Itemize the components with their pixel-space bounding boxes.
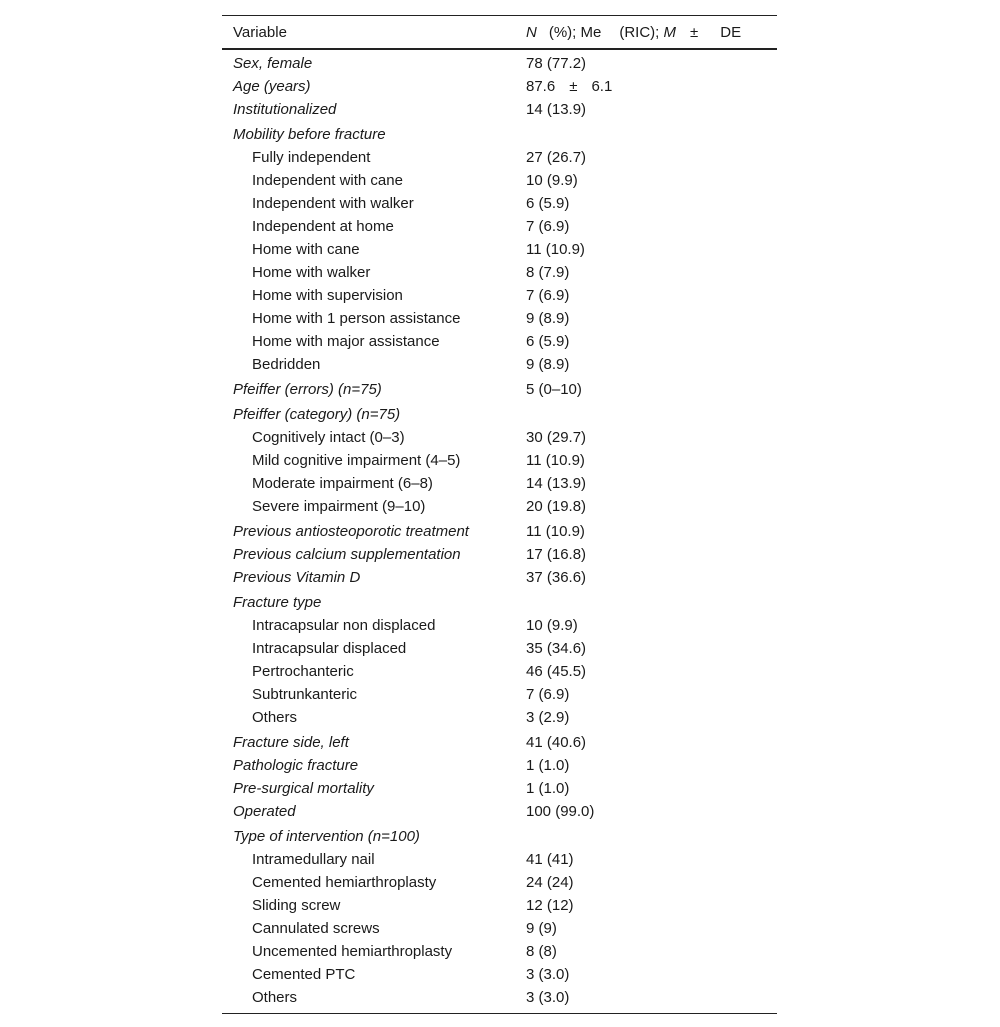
row-label: Others [252,709,298,726]
table-row [222,706,777,729]
row-label: Fracture type [233,594,322,611]
row-value: 3 (3.0) [526,989,570,1006]
row-value: 12 (12) [526,897,574,914]
table-row [222,520,777,543]
row-value: 9 (8.9) [526,356,570,373]
row-value-mean: 87.6 [526,78,556,95]
table-row [222,848,777,871]
row-value: 7 (6.9) [526,287,570,304]
row-value: 24 (24) [526,874,574,891]
table-row [222,940,777,963]
row-value: 3 (3.0) [526,966,570,983]
table-row [222,353,777,376]
table-row [222,495,777,518]
table-row [222,754,777,777]
row-label: Type of intervention (n=100) [233,828,420,845]
row-value: 10 (9.9) [526,172,578,189]
row-value: 37 (36.6) [526,569,587,586]
table-row [222,146,777,169]
row-value-sd: 6.1 [591,78,613,95]
row-value: 11 (10.9) [526,241,585,258]
row-label: Sex, female [233,55,313,72]
header-m: M [663,23,677,41]
table-body [222,50,777,1013]
row-label: Bedridden [252,356,321,373]
row-label: Home with walker [252,264,371,281]
table-row [222,871,777,894]
table-row [222,307,777,330]
table-row [222,591,777,614]
row-label: Independent with cane [252,172,403,189]
row-value: 8 (8) [526,943,557,960]
row-label: Severe impairment (9–10) [252,498,426,515]
row-label: Cognitively intact (0–3) [252,429,405,446]
row-value: 7 (6.9) [526,686,570,703]
table-row [222,917,777,940]
row-value: 3 (2.9) [526,709,570,726]
row-label: Cemented hemiarthroplasty [252,874,437,891]
row-value: 1 (1.0) [526,757,570,774]
row-label: Fully independent [252,149,371,166]
row-value: 6 (5.9) [526,333,570,350]
row-value: 17 (16.8) [526,546,587,563]
table-row [222,215,777,238]
row-label: Previous calcium supplementation [233,546,461,563]
row-value: 6 (5.9) [526,195,570,212]
table-row [222,378,777,401]
row-label: Intramedullary nail [252,851,375,868]
row-value: 35 (34.6) [526,640,587,657]
table-row [222,683,777,706]
table-row [222,472,777,495]
header-pm: ± [690,23,699,41]
table-header-row [222,16,777,48]
row-label: Intracapsular displaced [252,640,407,657]
row-value: 7 (6.9) [526,218,570,235]
row-value: 1 (1.0) [526,780,570,797]
table-row [222,426,777,449]
row-value: 5 (0–10) [526,381,582,398]
row-value: 14 (13.9) [526,475,587,492]
row-label: Mild cognitive impairment (4–5) [252,452,461,469]
table-row [222,986,777,1009]
row-value [515,78,777,95]
row-value: 41 (40.6) [526,734,587,751]
header-variable: Variable [233,23,287,41]
row-label: Subtrunkanteric [252,686,358,703]
table-row [222,238,777,261]
row-value: 11 (10.9) [526,452,585,469]
header-de: DE [720,23,742,41]
row-label: Cemented PTC [252,966,356,983]
row-label: Institutionalized [233,101,337,118]
row-value: 14 (13.9) [526,101,587,118]
row-label: Sliding screw [252,897,341,914]
row-value: 100 (99.0) [526,803,595,820]
row-label: Pathologic fracture [233,757,359,774]
table-row [222,614,777,637]
row-label: Age (years) [233,78,311,95]
data-table [222,15,777,1014]
table-row [222,261,777,284]
row-label: Home with cane [252,241,360,258]
row-label: Home with major assistance [252,333,440,350]
table-row [222,98,777,121]
header-pct-me: (%); Me [548,23,602,41]
table-row [222,75,777,98]
row-value: 78 (77.2) [526,55,587,72]
row-label: Previous Vitamin D [233,569,361,586]
row-label: Pertrochanteric [252,663,354,680]
row-value: 30 (29.7) [526,429,587,446]
table-row [222,449,777,472]
table-row [222,284,777,307]
header-value [515,24,777,41]
row-label: Operated [233,803,296,820]
table-row [222,637,777,660]
table-row [222,566,777,589]
row-label: Moderate impairment (6–8) [252,475,433,492]
row-label: Independent with walker [252,195,414,212]
row-value: 46 (45.5) [526,663,587,680]
table-row [222,543,777,566]
row-value: 11 (10.9) [526,523,585,540]
row-value: 41 (41) [526,851,574,868]
row-value-pm: ± [569,78,578,95]
row-value: 8 (7.9) [526,264,570,281]
row-label: Uncemented hemiarthroplasty [252,943,453,960]
row-label: Independent at home [252,218,394,235]
row-value: 27 (26.7) [526,149,587,166]
table-row [222,330,777,353]
table-row [222,123,777,146]
row-label: Previous antiosteoporotic treatment [233,523,469,540]
table-row [222,963,777,986]
table-row [222,825,777,848]
table-bottom-rule [222,1013,777,1014]
header-ric: (RIC); [619,23,660,41]
table-row [222,731,777,754]
row-value: 10 (9.9) [526,617,578,634]
table-row [222,169,777,192]
table-row [222,894,777,917]
row-value: 9 (8.9) [526,310,570,327]
table-row [222,660,777,683]
row-label: Mobility before fracture [233,126,386,143]
row-label: Pfeiffer (category) (n=75) [233,406,401,423]
row-label: Pre-surgical mortality [233,780,374,797]
table-row [222,192,777,215]
row-value: 20 (19.8) [526,498,587,515]
table-row [222,52,777,75]
row-label: Fracture side, left [233,734,349,751]
row-label: Home with supervision [252,287,403,304]
row-label: Cannulated screws [252,920,380,937]
row-label: Pfeiffer (errors) (n=75) [233,381,382,398]
row-value: 9 (9) [526,920,557,937]
table-row [222,777,777,800]
row-label: Others [252,989,298,1006]
row-label: Home with 1 person assistance [252,310,461,327]
table-row [222,800,777,823]
header-n: N [526,23,537,41]
row-label: Intracapsular non displaced [252,617,436,634]
table-row [222,403,777,426]
